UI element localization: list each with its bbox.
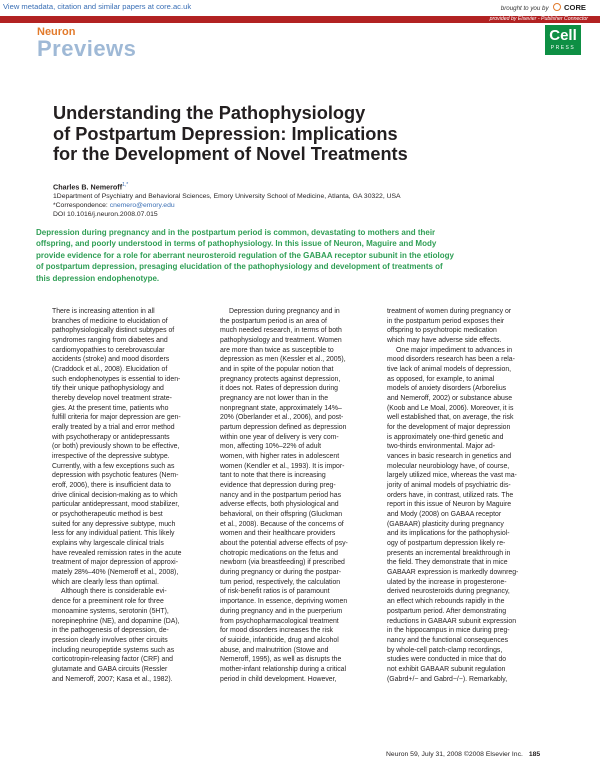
correspondence-label: *Correspondence:	[53, 202, 110, 210]
body-text-line: norepinephrine (NE), and dopamine (DA),	[52, 617, 180, 625]
core-logo-icon	[553, 3, 561, 11]
body-text-line: report in this issue of Neuron by Maguire	[387, 501, 512, 509]
author-block	[53, 181, 573, 219]
body-column-3	[387, 307, 544, 684]
body-text-line: mately 28%–40% (Nemeroff et al., 2008),	[52, 569, 179, 577]
body-text-line: vances in basic research in genetics and	[387, 453, 512, 461]
provided-by-link[interactable]: provided by Elsevier - Publisher Connector	[489, 16, 588, 22]
body-text-line: not exhibit GABAAR subunit regulation	[387, 665, 506, 673]
body-text-line: glutamate and GABA circuits (Ressler	[52, 665, 168, 673]
abstract-line: provide evidence for a role for aberrant neurosteroid regulation of the GABAA receptor subunit in the etiology	[36, 250, 454, 260]
body-text-line: behavioral, on their offspring (Gluckman	[220, 511, 343, 519]
body-text-line: (GABAAR) plasticity during pregnancy	[387, 520, 504, 528]
body-text-line: for mood disorders increases the risk	[220, 627, 333, 635]
title-line: Understanding the Pathophysiology	[53, 103, 366, 123]
body-text-line: well established that, on average, the risk	[387, 414, 514, 422]
body-text-line: 20% (Oberlander et al., 2006), and post-	[220, 414, 344, 422]
body-text-line: reductions in GABAAR subunit expression	[387, 617, 517, 625]
body-text-line: (or both) previously shown to be effective,	[52, 443, 180, 451]
body-text-line: depression as men (Kessler et al., 2005),	[220, 356, 346, 364]
body-text-line: of suicide, infanticide, drug and alcohol	[220, 636, 339, 644]
abstract-line: of postpartum depression, presaging elucidation of the pathophysiology and development of treatments of	[36, 262, 443, 272]
author-marks: 1,*	[122, 182, 129, 188]
body-text-line: pathophysiologically distinct subtypes of	[52, 327, 175, 335]
body-text-line: importance. In essence, depriving women	[220, 598, 348, 606]
core-metadata-link[interactable]: View metadata, citation and similar papers at core.ac.uk	[3, 2, 192, 11]
body-text-line: thereby develop novel treatment strate-	[52, 395, 172, 403]
core-branding[interactable]	[501, 3, 586, 12]
body-text-line: treatment of women during pregnancy or	[387, 308, 512, 315]
section-title: Previews	[37, 36, 137, 61]
body-text-line: pathophysiology and treatment. Women	[220, 337, 342, 345]
title-line: for the Development of Novel Treatments	[53, 144, 408, 164]
body-text-line: jority of animal models of psychiatric dis-	[387, 482, 511, 490]
body-text-line: nonpregnant state, approximately 14%–	[220, 404, 342, 412]
body-text-line: and Nemeroff, 2007; Kasa et al., 1982).	[52, 675, 173, 683]
logo-cell-text: Cell	[549, 27, 577, 44]
body-text-line: or psychotherapeutic method is best	[52, 511, 163, 519]
body-text-line: and its implications for the pathophysiol-	[387, 530, 510, 538]
body-text-line: Although there is considerable evi-	[61, 588, 167, 596]
body-text-line: in the postpartum period exposes their	[387, 317, 505, 325]
body-text-line: is approximately one-third genetic and	[387, 433, 504, 441]
cell-press-logo	[545, 25, 581, 55]
body-text-line: an effect which rebounds rapidly in the	[387, 598, 505, 606]
body-text-line: mon, affecting 10%–22% of adult	[220, 443, 322, 451]
article-doi: DOI 10.1016/j.neuron.2008.07.015	[53, 211, 158, 219]
body-text-line: (Koob and Le Moal, 2006). Moreover, it is	[387, 404, 514, 412]
abstract-line: Depression during pregnancy and in the postpartum period is common, devastating to mothers and their	[36, 228, 436, 237]
body-text-line: adverse effects, both physiological and	[220, 501, 339, 509]
body-text-line: in the hippocampus in mice during preg-	[387, 627, 510, 635]
abstract-line: this depression endophenotype.	[36, 273, 160, 283]
body-text-line: nancy and the functional consequences	[387, 636, 509, 644]
page-footer	[386, 751, 540, 758]
body-text-line: Depression during pregnancy and in	[229, 308, 340, 315]
brought-by-text: brought to you by	[500, 5, 549, 12]
body-text-line: ulated by the increase in progesterone-	[387, 578, 507, 586]
body-text-line: including neuropeptide systems such as	[52, 646, 175, 654]
core-top-bar	[0, 0, 600, 16]
body-text-line: postpartum period. After demonstrating	[387, 607, 507, 615]
body-text-line: women, with higher rates in adolescent	[220, 453, 340, 461]
body-text-line: offspring to psychotropic medication	[387, 327, 497, 335]
body-text-line: and in spite of the popular notion that	[220, 366, 334, 374]
body-text-line: have revealed remission rates in the acute	[52, 549, 182, 557]
body-text-line: depression with psychotic features (Nem-	[52, 472, 179, 480]
body-text-line: accidents (stroke) and mood disorders	[52, 356, 170, 364]
body-text-line: pregnancy are not lower than in the	[220, 395, 329, 403]
body-text-line: models of anxiety disorders (Arborelius	[387, 385, 507, 393]
abstract-line: offspring, and poorly understood in terms of pathophysiology. In this issue of Neuron, Maguire and Mody	[36, 239, 437, 249]
body-text-line: such endophenotypes is essential to iden-	[52, 375, 181, 383]
body-text-line: monoamine systems, serotonin (5HT),	[52, 607, 169, 615]
body-text-line: in the pathogenesis of depression, de-	[52, 627, 169, 635]
body-text-line: which may have adverse side effects.	[387, 337, 502, 345]
body-text-line: mood disorders research has been a rela-	[387, 356, 515, 364]
body-text-line: newborn (via breastfeeding) if prescribed	[220, 559, 345, 567]
body-text-line: tant to note that there is increasing	[220, 472, 326, 480]
body-text-line: GABAAR expression is markedly downreg-	[387, 569, 519, 577]
body-text-line: women (Kendler et al., 1993). It is impor-	[220, 462, 345, 470]
body-text-line: with psychotherapy or antidepressants	[52, 433, 170, 441]
page-number: 185	[528, 751, 541, 758]
body-text-line: (Gabrd+/− and Gabrd−/−). Remarkably,	[387, 675, 508, 683]
body-text-line: women and their healthcare providers	[220, 530, 336, 538]
body-text-line: tive lack of animal models of depression,	[387, 366, 512, 374]
journal-name: Neuron	[37, 26, 76, 38]
body-text-line: derived neurosteroids during pregnancy,	[387, 588, 510, 596]
author-email-link[interactable]: cnemero@emory.edu	[109, 202, 175, 210]
body-text-line: less for any individual patient. This likely	[52, 530, 175, 538]
body-text-line: irrespective of the depressive subtype.	[52, 453, 170, 461]
body-text-line: Currently, with a few exceptions such as	[52, 462, 175, 470]
title-line: of Postpartum Depression: Implications	[53, 123, 398, 144]
body-text-line: chotropic medications on the fetus and	[220, 549, 338, 557]
body-text-line: of risk-benefit ratios is of paramount	[220, 588, 330, 596]
body-text-line: fulfill criteria for major depression are gen-	[52, 414, 181, 422]
body-text-line: abuse, and malnutrition (Stowe and	[220, 646, 329, 654]
body-text-line: particular antidepressant, mood stabilizer,	[52, 501, 180, 509]
body-text-line: studies were conducted in mice that do	[387, 656, 507, 664]
body-text-line: partum depression defined as depression	[220, 424, 347, 432]
body-text-line: tum period, respectively, the calculation	[220, 578, 341, 586]
body-text-line: pression clearly involves other circuits	[52, 636, 168, 644]
body-text-line: eroff, 2006), there is insufficient data to	[52, 482, 171, 490]
body-text-line: cardiomyopathies to cerebrovascular	[52, 346, 165, 354]
body-text-line: pregnancy protects against depression,	[220, 375, 341, 383]
body-text-line: corticotropin-releasing factor (CRF) and	[52, 656, 174, 664]
body-text-line: two-thirds environmental. Major ad-	[387, 443, 495, 451]
body-text-line: drive clinical decision-making as to which	[52, 491, 178, 499]
body-text-line: There is increasing attention in all	[52, 308, 155, 315]
body-text-line: treatment of major depression of approxi-	[52, 559, 179, 567]
body-text-line: dence for a preeminent role for three	[52, 598, 164, 606]
body-text-line: nancy and in the postpartum period has	[220, 491, 342, 499]
body-text-line: mother-infant relationship during a critical	[220, 665, 347, 673]
body-text-line: from psychopharmacological treatment	[220, 617, 339, 625]
body-text-line: the field. They demonstrate that in mice	[387, 559, 508, 567]
body-text-line: et al., 2008). Because of the concerns of	[220, 520, 344, 528]
core-logo-text: CORE	[564, 3, 586, 12]
body-text-line: One major impediment to advances in	[396, 346, 513, 354]
body-text-line: much needed research, in terms of both	[220, 327, 342, 335]
body-text-line: presents an incremental breakthrough in	[387, 549, 511, 557]
body-text-line: branches of medicine to elucidation of	[52, 317, 168, 325]
body-text-line: molecular neurobiology have, of course,	[387, 462, 510, 470]
body-text-line: syndromes ranging from diabetes and	[52, 337, 168, 345]
body-text-line: suited for any depressive subtype, much	[52, 520, 176, 528]
footer-citation: Neuron 59, July 31, 2008 ©2008 Elsevier Inc.	[386, 751, 523, 758]
author-name: Charles B. Nemeroff	[53, 182, 123, 192]
body-column-2	[220, 307, 377, 684]
body-text-line: period in child development. However,	[220, 675, 337, 683]
article-abstract	[36, 227, 568, 284]
body-text-line: are more than twice as susceptible to	[220, 346, 334, 354]
body-text-line: as opposed, for example, to animal	[387, 375, 495, 383]
body-text-line: by whole-cell patch-clamp recordings,	[387, 646, 503, 654]
body-text-line: it does not. Rates of depression during	[220, 385, 338, 393]
body-text-line: explains why largescale clinical trials	[52, 540, 164, 548]
body-text-line: evidence that depression during preg-	[220, 482, 336, 490]
logo-press-text: PRESS	[550, 45, 576, 51]
body-text-line: for the development of major depression	[387, 424, 511, 432]
body-text-line: and Mody (2008) on GABAA receptor	[387, 511, 502, 519]
body-text-line: which are clearly less than optimal.	[52, 578, 159, 586]
body-text-line: about the potential adverse effects of psy-	[220, 540, 348, 548]
body-text-line: tify their unique pathophysiology and	[52, 385, 164, 393]
body-text-line: the postpartum period is an area of	[220, 317, 327, 325]
article-title	[53, 103, 553, 165]
body-text-line: (Craddock et al., 2008). Elucidation of	[52, 366, 168, 374]
body-text-line: largely utilized mice, whereas the vast ma-	[387, 472, 517, 480]
body-column-1	[52, 307, 209, 684]
body-text-line: during pregnancy and in the puerperium	[220, 607, 343, 615]
body-text-line: gies. At the present time, patients who	[52, 404, 169, 412]
body-text-line: orders have, in contrast, utilized rats. The	[387, 491, 514, 499]
provider-bar	[0, 16, 600, 23]
body-text-line: ogy of postpartum depression likely re-	[387, 540, 506, 548]
body-text-line: during pregnancy or during the postpar-	[220, 569, 342, 577]
author-affiliation: 1Department of Psychiatry and Behavioral Sciences, Emory University School of Medicine, Atlanta, GA 30322, USA	[53, 193, 401, 201]
body-text-line: and Nemeroff, 2002) or substance abuse	[387, 395, 513, 403]
body-text-line: erally treated by a trial and error method	[52, 424, 175, 432]
body-text-line: within one year of delivery is very com-	[220, 433, 339, 441]
body-text-line: Nemeroff, 1995), as well as disrupts the	[220, 656, 342, 664]
